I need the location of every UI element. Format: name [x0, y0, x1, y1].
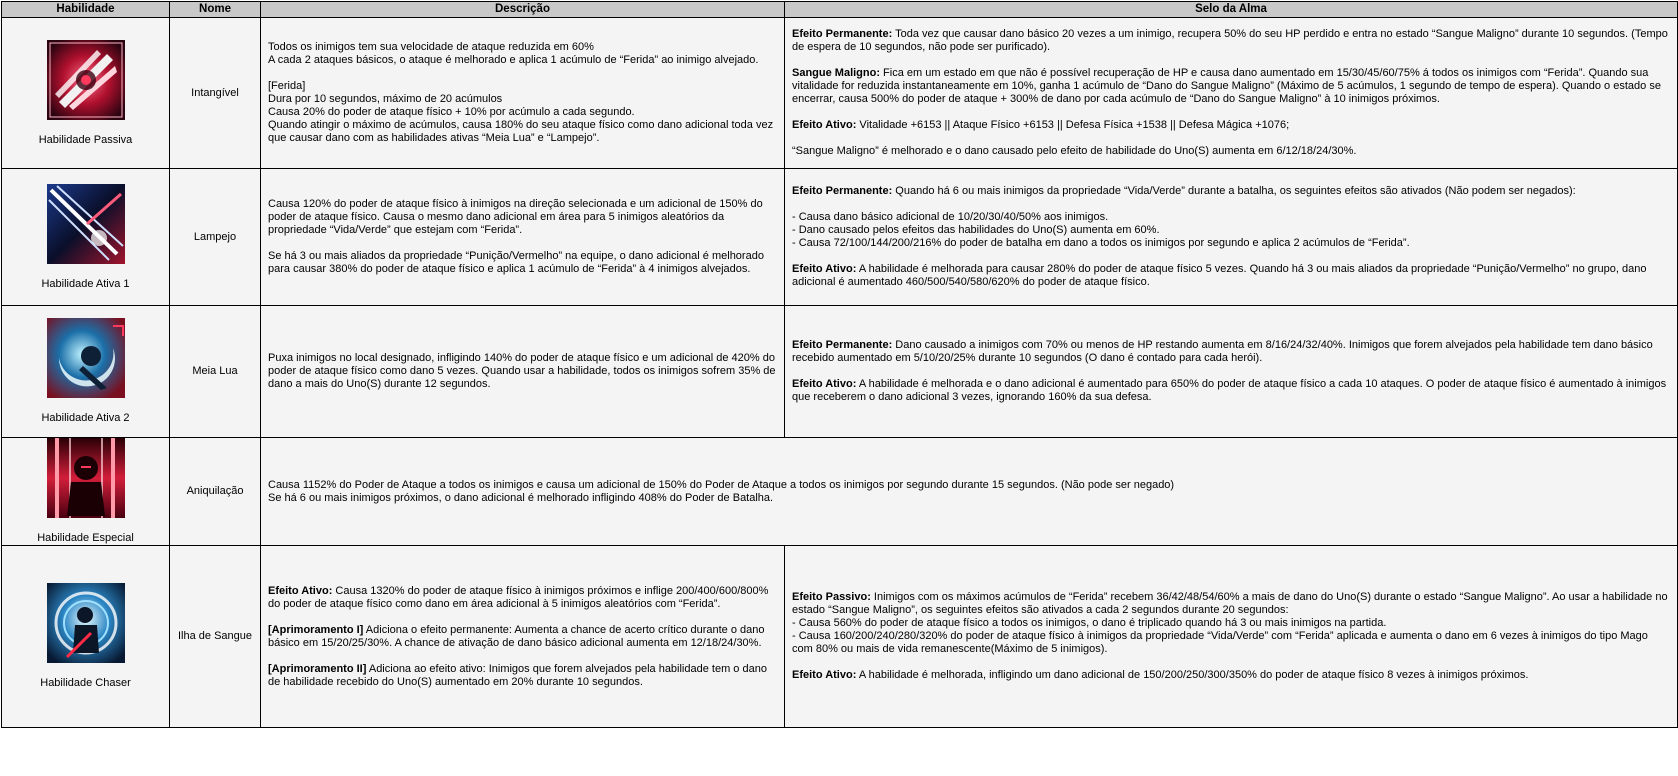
header-descricao: Descrição: [261, 2, 785, 18]
annihilation-skill-icon: [47, 438, 125, 518]
seal-text: “Sangue Maligno” é melhorado e o dano causado pelo efeito de habilidade do Uno(S) aumenta em 6/12/18/24/30%.: [792, 145, 1357, 157]
skill-type-label: Habilidade Ativa 1: [41, 277, 130, 290]
header-habilidade: Habilidade: [2, 2, 170, 18]
seal-text: A habilidade é melhorada, infligindo um dano adicional de 150/200/250/300/350% do poder de ataque físico 8 vezes à inimigos próximos.: [856, 669, 1529, 681]
description-paragraph: [Ferida] Dura por 10 segundos, máximo de 20 acúmulos Causa 20% do poder de ataque físico + 10% por acúmulo a cada segundo. Quando atingir o máximo de acúmulos, causa 180% do seu ataque físico como dano adicional toda vez que causar dano com as habilidades ativas “Meia Lua” e “Lampejo”.: [268, 80, 774, 144]
skill-name: Aniquilação: [170, 438, 261, 546]
description-paragraph: Puxa inimigos no local designado, infligindo 140% do poder de ataque físico e um adicional de 420% do poder de ataque físico como dano 5 vezes. Quando usar a habilidade, todos os inimigos sofrem 35% de dano a mais do Uno(S) durante 12 segundos.: [268, 352, 776, 390]
description-lead: [Aprimoramento I]: [268, 623, 364, 636]
skill-type-label: Habilidade Ativa 2: [41, 412, 130, 424]
seal-text: Fica em um estado em que não é possível recuperação de HP e causa dano aumentado em 15/30/45/60/75% á todos os inimigos com “Ferida”. Quando sua vitalidade for reduzida instantaneamente em 10%, ganha 1 acúmulo de “Dano do Sangue Maligno” (Máximo de 5 acúmulos, 1 segundo de tempo de espera). Quando o estado se encerrar, causa 500% do poder de ataque + 300% de dano por cada acúmulo de “Dano do Sangue Maligno” à 10 inimigos próximos.: [792, 67, 1661, 105]
seal-paragraph: [792, 67, 1670, 106]
seal-text: A habilidade é melhorada para causar 280% do poder de ataque físico 5 vezes. Quando há 3 ou mais aliados da propriedade “Punição/Vermelho” no grupo, dano adicional é aumentado 460/500/540/580/620% do poder de ataque físico.: [792, 263, 1647, 288]
table-row: [2, 18, 1678, 169]
skill-description: [261, 546, 785, 728]
skill-cell: [2, 169, 170, 306]
seal-paragraph: [792, 378, 1670, 404]
skill-name: Meia Lua: [170, 306, 261, 438]
half-moon-skill-icon: [47, 318, 125, 398]
skill-cell: [2, 438, 170, 546]
seal-lead: Efeito Ativo:: [792, 378, 857, 390]
skills-table: [1, 1, 1678, 728]
description-text: Adiciona ao efeito ativo: Inimigos que forem alvejados pela habilidade tem o dano de habilidade recebido do Uno(S) aumentado em 20% durante 10 segundos.: [268, 662, 767, 688]
skill-name: Lampejo: [170, 169, 261, 306]
description-lead: [Aprimoramento II]: [268, 662, 367, 675]
skill-description: [261, 18, 785, 169]
seal-paragraph: [792, 185, 1670, 198]
seal-paragraph: [792, 591, 1670, 656]
description-paragraph: [268, 663, 777, 689]
seal-text: Toda vez que causar dano básico 20 vezes a um inimigo, recupera 50% do seu HP perdido e entra no estado “Sangue Maligno” durante 10 segundos. (Tempo de espera de 10 segundos, não pode ser purificado).: [792, 28, 1668, 53]
seal-text: A habilidade é melhorada e o dano adicional é aumentado para 650% do poder de ataque físico a cada 10 ataques. O poder de ataque físico é aumentado à inimigos que receberem o dano adicional 3 vezes, ignorando 160% da sua defesa.: [792, 378, 1667, 403]
seal-paragraph: [792, 339, 1670, 365]
seal-paragraph: [792, 119, 1670, 132]
skill-name: Ilha de Sangue: [170, 546, 261, 728]
soul-seal-cell: [785, 18, 1678, 169]
description-text: Causa 1320% do poder de ataque físico à inimigos próximos e inflige 200/400/600/800% do poder de ataque físico como dano em área adicional à 5 inimigos aleatórios com “Ferida”.: [268, 584, 769, 610]
description-paragraph: Causa 1152% do Poder de Ataque a todos os inimigos e causa um adicional de 150% do Poder de Ataque a todos os inimigos por segundo durante 15 segundos. (Não pode ser negado) Se há 6 ou mais inimigos próximos, o dano adicional é melhorado infligindo 408% do Poder de Batalha.: [268, 478, 1175, 504]
table-row: [2, 438, 1678, 546]
seal-text: Quando há 6 ou mais inimigos da propriedade “Vida/Verde” durante a batalha, os seguintes efeitos são ativados (Não podem ser negados):: [892, 185, 1576, 197]
description-paragraph: [268, 585, 777, 611]
soul-seal-cell: [785, 169, 1678, 306]
blood-island-skill-icon: [47, 583, 125, 663]
table-header-row: [2, 2, 1678, 18]
seal-text: Vitalidade +6153 || Ataque Físico +6153 || Defesa Física +1538 || Defesa Mágica +1076;: [856, 119, 1290, 131]
seal-paragraph: [792, 211, 1670, 250]
description-paragraph: [268, 624, 777, 650]
description-paragraph: Todos os inimigos tem sua velocidade de ataque reduzida em 60% A cada 2 ataques básicos, o ataque é melhorado e aplica 1 acúmulo de “Ferida” ao inimigo alvejado.: [268, 41, 759, 66]
seal-lead: Efeito Ativo:: [792, 669, 857, 681]
seal-lead: Efeito Ativo:: [792, 263, 857, 275]
seal-lead: Efeito Permanente:: [792, 185, 893, 197]
seal-text: - Causa dano básico adicional de 10/20/30/40/50% aos inimigos. - Dano causado pelos efeitos das habilidades do Uno(S) aumenta em 60%. - Causa 72/100/144/200/216% do poder de batalha em dano a todos os inimigos por segundo e aplica 2 acúmulos de “Ferida”.: [792, 211, 1410, 249]
seal-text: Inimigos com os máximos acúmulos de “Ferida” recebem 36/42/48/54/60% a mais de dano do Uno(S) durante o estado “Sangue Maligno”. Ao usar a habilidade no estado “Sangue Maligno”, os seguintes efeitos são ativados a cada 2 segundos durante 20 segundos: - Causa 560% do poder de ataque físico a todos os inimigos, o dano é triplicado quando há 3 ou mais inimigos na partida. - Causa 160/200/240/280/320% do poder de ataque físico à inimigos da propriedade “Vida/Verde” com “Ferida” aplicada e aumenta o dano em 6 vezes à inimigos do tipo Mago com 80% ou mais de vida remanescente(Máximo de 5 inimigos).: [792, 591, 1668, 655]
passive-skill-icon: [47, 40, 125, 120]
seal-text: Dano causado a inimigos com 70% ou menos de HP restando aumenta em 8/16/24/32/40%. Inimigos que forem alvejados pela habilidade tem dano básico recebido aumentado em 5/10/20/25% durante 10 segundos (O dano é contado para cada herói).: [792, 339, 1653, 364]
skill-description: [261, 438, 1678, 546]
table-row: [2, 546, 1678, 728]
seal-paragraph: [792, 28, 1670, 54]
description-text: Adiciona o efeito permanente: Aumenta a chance de acerto crítico durante o dano básico em 15/20/25/30%. A chance de ativação de dano básico adicional aumenta em 12/18/24/30%.: [268, 623, 765, 649]
description-lead: Efeito Ativo:: [268, 584, 333, 597]
skill-name: Intangível: [170, 18, 261, 169]
skill-type-label: Habilidade Passiva: [38, 133, 133, 146]
skill-description: [261, 169, 785, 306]
seal-paragraph: [792, 145, 1670, 158]
header-nome: Nome: [170, 2, 261, 18]
seal-paragraph: [792, 669, 1670, 682]
skill-cell: [2, 306, 170, 438]
skill-cell: [2, 546, 170, 728]
seal-lead: Efeito Ativo:: [792, 119, 857, 131]
seal-paragraph: [792, 263, 1670, 289]
table-row: [2, 306, 1678, 438]
header-selo-da-alma: Selo da Alma: [785, 2, 1678, 18]
flash-skill-icon: [47, 184, 125, 264]
skill-cell: [2, 18, 170, 169]
skill-type-label: Habilidade Especial: [37, 532, 134, 544]
skill-description: [261, 306, 785, 438]
seal-lead: Efeito Permanente:: [792, 339, 893, 351]
seal-lead: Efeito Permanente:: [792, 28, 893, 40]
seal-lead: Sangue Maligno:: [792, 67, 880, 79]
table-row: [2, 169, 1678, 306]
soul-seal-cell: [785, 306, 1678, 438]
skill-type-label: Habilidade Chaser: [40, 677, 131, 689]
description-paragraph: Causa 120% do poder de ataque físico à inimigos na direção selecionada e um adicional de 150% do poder de ataque físico. Causa o mesmo dano adicional em área para 5 inimigos aleatórios da propriedade “Vida/Verde” que estejam com “Ferida”.: [268, 198, 763, 236]
description-paragraph: Se há 3 ou mais aliados da propriedade “Punição/Vermelho” na equipe, o dano adicional é melhorado para causar 380% do poder de ataque físico e aplica 1 acúmulo de “Ferida” à 4 inimigos alvejados.: [268, 250, 764, 275]
seal-lead: Efeito Passivo:: [792, 591, 871, 603]
soul-seal-cell: [785, 546, 1678, 728]
